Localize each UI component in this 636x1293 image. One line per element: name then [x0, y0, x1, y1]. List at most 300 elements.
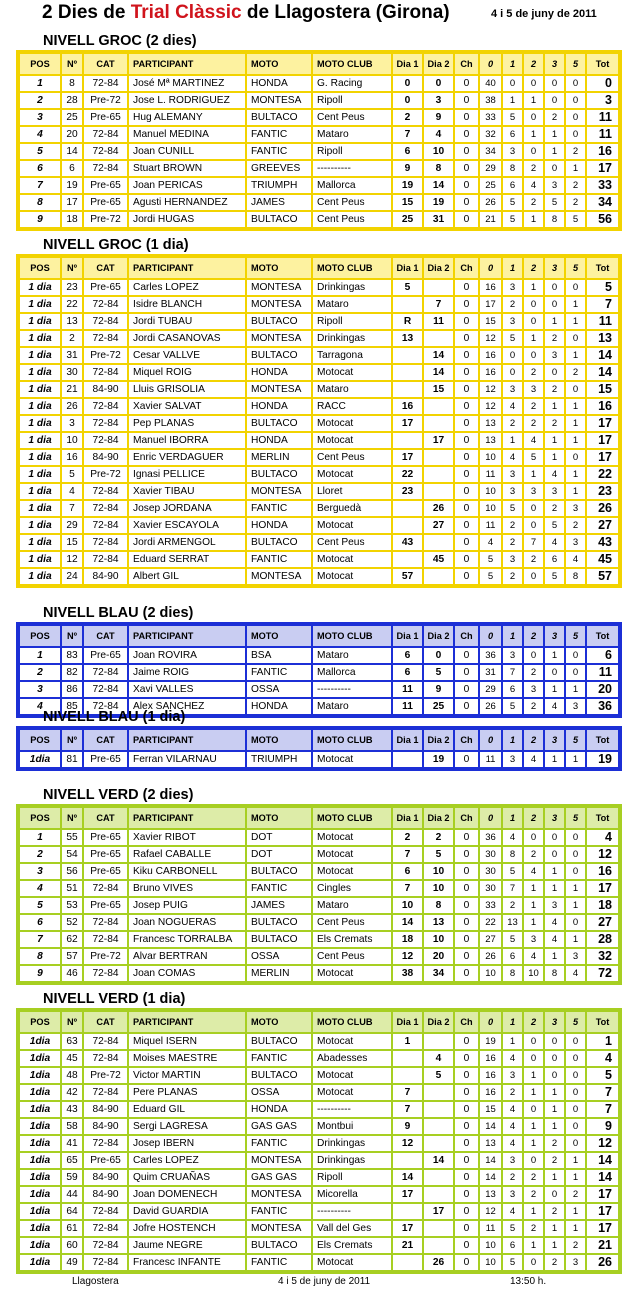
cell-number: 61 — [61, 1220, 83, 1237]
cell-pos: 1dia — [19, 1169, 61, 1186]
cell-score-0: 34 — [479, 143, 502, 160]
cell-moto-club: Motocat — [312, 568, 392, 585]
cell-ch: 0 — [454, 1084, 479, 1101]
cell-moto: DOT — [246, 846, 312, 863]
table-row — [19, 194, 619, 211]
cell-pos: 1dia — [19, 1203, 61, 1220]
cell-ch: 0 — [454, 1186, 479, 1203]
cell-score-2: 2 — [523, 1186, 544, 1203]
cell-category: Pre-65 — [83, 846, 128, 863]
cell-day-1 — [392, 1050, 423, 1067]
cell-moto-club: Mallorca — [312, 177, 392, 194]
section-title: NIVELL GROC (1 dia) — [43, 237, 189, 253]
col-header-score-0: 0 — [479, 257, 502, 279]
cell-category: 72-84 — [83, 551, 128, 568]
cell-score-1: 5 — [502, 194, 523, 211]
cell-day-1: 16 — [392, 398, 423, 415]
cell-day-1: 23 — [392, 483, 423, 500]
results-table — [16, 1008, 622, 1274]
table-row — [19, 1101, 619, 1118]
cell-total: 14 — [586, 1169, 619, 1186]
cell-participant: Ferran VILARNAU — [128, 751, 246, 768]
table-header-row — [19, 807, 619, 829]
cell-day-1: 5 — [392, 279, 423, 296]
cell-score-3: 2 — [544, 330, 565, 347]
cell-day-2 — [423, 466, 454, 483]
cell-moto-club: Ripoll — [312, 1169, 392, 1186]
cell-moto-club: Motocat — [312, 432, 392, 449]
cell-moto: BULTACO — [246, 347, 312, 364]
cell-participant: Albert GIL — [128, 568, 246, 585]
cell-moto-club: Mataro — [312, 381, 392, 398]
cell-number: 42 — [61, 1084, 83, 1101]
cell-moto-club: Els Cremats — [312, 1237, 392, 1254]
cell-moto-club: Mataro — [312, 897, 392, 914]
cell-ch: 0 — [454, 211, 479, 228]
cell-score-5: 0 — [565, 330, 586, 347]
cell-ch: 0 — [454, 432, 479, 449]
cell-score-5: 2 — [565, 1186, 586, 1203]
cell-day-2: 5 — [423, 1067, 454, 1084]
cell-pos: 1dia — [19, 1220, 61, 1237]
cell-day-2: 7 — [423, 296, 454, 313]
cell-score-5: 0 — [565, 1033, 586, 1050]
cell-score-1: 4 — [502, 1203, 523, 1220]
cell-score-5: 2 — [565, 364, 586, 381]
cell-score-3: 2 — [544, 381, 565, 398]
cell-score-2: 0 — [523, 647, 544, 664]
cell-score-0: 5 — [479, 568, 502, 585]
table-row — [19, 1135, 619, 1152]
cell-score-3: 2 — [544, 1254, 565, 1271]
cell-day-2: 17 — [423, 432, 454, 449]
col-header-pos: POS — [19, 807, 61, 829]
cell-score-0: 31 — [479, 664, 502, 681]
cell-moto: FANTIC — [246, 551, 312, 568]
cell-score-0: 29 — [479, 160, 502, 177]
col-header-day-1: Dia 1 — [392, 729, 423, 751]
cell-day-1 — [392, 1203, 423, 1220]
cell-participant: Jaume NEGRE — [128, 1237, 246, 1254]
col-header-moto-club: MOTO CLUB — [312, 625, 392, 647]
cell-day-1: 25 — [392, 211, 423, 228]
cell-score-1: 8 — [502, 160, 523, 177]
cell-score-2: 2 — [523, 551, 544, 568]
cell-pos: 1dia — [19, 1135, 61, 1152]
cell-day-1: 7 — [392, 846, 423, 863]
cell-day-2 — [423, 1135, 454, 1152]
table-row — [19, 279, 619, 296]
cell-number: 65 — [61, 1152, 83, 1169]
cell-category: 72-84 — [83, 126, 128, 143]
cell-score-0: 38 — [479, 92, 502, 109]
footer-date: 4 i 5 de juny de 2011 — [278, 1276, 371, 1287]
cell-score-5: 0 — [565, 92, 586, 109]
cell-total: 26 — [586, 1254, 619, 1271]
cell-moto: BULTACO — [246, 109, 312, 126]
cell-score-2: 1 — [523, 279, 544, 296]
cell-score-5: 0 — [565, 1067, 586, 1084]
cell-score-2: 1 — [523, 1067, 544, 1084]
cell-category: 72-84 — [83, 1033, 128, 1050]
cell-number: 23 — [61, 279, 83, 296]
cell-day-2: 13 — [423, 914, 454, 931]
cell-moto: HONDA — [246, 1101, 312, 1118]
cell-score-0: 13 — [479, 432, 502, 449]
cell-day-1: 15 — [392, 194, 423, 211]
cell-score-3: 4 — [544, 466, 565, 483]
col-header-category: CAT — [83, 257, 128, 279]
cell-score-1: 4 — [502, 449, 523, 466]
cell-ch: 0 — [454, 698, 479, 715]
cell-total: 11 — [586, 109, 619, 126]
section-title: NIVELL VERD (1 dia) — [43, 991, 186, 1007]
cell-score-2: 2 — [523, 1220, 544, 1237]
cell-day-1 — [392, 364, 423, 381]
cell-score-0: 36 — [479, 829, 502, 846]
cell-score-2: 7 — [523, 534, 544, 551]
cell-score-1: 3 — [502, 1067, 523, 1084]
col-header-ch: Ch — [454, 1011, 479, 1033]
cell-day-1: 18 — [392, 931, 423, 948]
table-row — [19, 1067, 619, 1084]
cell-participant: Joan ROVIRA — [128, 647, 246, 664]
cell-ch: 0 — [454, 647, 479, 664]
cell-day-2: 26 — [423, 1254, 454, 1271]
cell-category: 72-84 — [83, 160, 128, 177]
cell-score-3: 1 — [544, 880, 565, 897]
cell-score-2: 10 — [523, 965, 544, 982]
section-title: NIVELL BLAU (2 dies) — [43, 605, 194, 621]
cell-day-1: 0 — [392, 75, 423, 92]
cell-score-5: 1 — [565, 931, 586, 948]
col-header-total: Tot — [586, 807, 619, 829]
cell-score-2: 0 — [523, 1050, 544, 1067]
col-header-score-0: 0 — [479, 625, 502, 647]
cell-pos: 6 — [19, 914, 61, 931]
cell-total: 72 — [586, 965, 619, 982]
cell-score-2: 2 — [523, 194, 544, 211]
cell-ch: 0 — [454, 296, 479, 313]
cell-pos: 8 — [19, 194, 61, 211]
cell-day-1: 7 — [392, 126, 423, 143]
table-row — [19, 296, 619, 313]
cell-category: 72-84 — [83, 1203, 128, 1220]
cell-score-2: 0 — [523, 500, 544, 517]
table-header-row — [19, 625, 619, 647]
cell-category: 72-84 — [83, 681, 128, 698]
cell-category: Pre-65 — [83, 279, 128, 296]
cell-moto: GAS GAS — [246, 1118, 312, 1135]
cell-category: Pre-65 — [83, 1152, 128, 1169]
cell-score-5: 0 — [565, 126, 586, 143]
cell-pos: 1 dia — [19, 296, 61, 313]
cell-ch: 0 — [454, 1067, 479, 1084]
cell-score-1: 1 — [502, 1033, 523, 1050]
cell-participant: Lluis GRISOLIA — [128, 381, 246, 398]
cell-moto-club: Berguedà — [312, 500, 392, 517]
cell-category: 84-90 — [83, 381, 128, 398]
cell-score-0: 11 — [479, 751, 502, 768]
cell-score-0: 12 — [479, 381, 502, 398]
cell-day-1 — [392, 551, 423, 568]
cell-day-2: 2 — [423, 829, 454, 846]
cell-score-1: 13 — [502, 914, 523, 931]
cell-participant: Joan DOMENECH — [128, 1186, 246, 1203]
cell-ch: 0 — [454, 1203, 479, 1220]
table-row — [19, 914, 619, 931]
cell-ch: 0 — [454, 1237, 479, 1254]
cell-score-0: 30 — [479, 880, 502, 897]
cell-ch: 0 — [454, 279, 479, 296]
cell-pos: 2 — [19, 92, 61, 109]
col-header-moto-club: MOTO CLUB — [312, 807, 392, 829]
cell-score-5: 1 — [565, 1220, 586, 1237]
cell-moto-club: Els Cremats — [312, 931, 392, 948]
cell-total: 16 — [586, 398, 619, 415]
cell-participant: Jordi HUGAS — [128, 211, 246, 228]
cell-score-1: 4 — [502, 1135, 523, 1152]
cell-category: Pre-72 — [83, 211, 128, 228]
cell-score-0: 16 — [479, 347, 502, 364]
cell-score-1: 0 — [502, 75, 523, 92]
cell-score-5: 1 — [565, 1203, 586, 1220]
cell-day-2 — [423, 415, 454, 432]
cell-ch: 0 — [454, 449, 479, 466]
cell-moto-club: Drinkingas — [312, 1152, 392, 1169]
cell-category: Pre-72 — [83, 466, 128, 483]
cell-ch: 0 — [454, 965, 479, 982]
cell-score-3: 8 — [544, 211, 565, 228]
cell-day-2: 19 — [423, 751, 454, 768]
cell-number: 14 — [61, 143, 83, 160]
cell-day-2: 27 — [423, 517, 454, 534]
cell-total: 27 — [586, 914, 619, 931]
cell-pos: 1 dia — [19, 432, 61, 449]
cell-category: 72-84 — [83, 931, 128, 948]
col-header-day-2: Dia 2 — [423, 1011, 454, 1033]
cell-day-2 — [423, 1186, 454, 1203]
cell-day-1: 6 — [392, 647, 423, 664]
cell-score-2: 0 — [523, 143, 544, 160]
cell-score-3: 3 — [544, 897, 565, 914]
cell-score-1: 3 — [502, 279, 523, 296]
cell-score-1: 6 — [502, 681, 523, 698]
cell-day-1: 14 — [392, 914, 423, 931]
cell-day-1: R — [392, 313, 423, 330]
table-row — [19, 664, 619, 681]
cell-pos: 1dia — [19, 1118, 61, 1135]
cell-day-1: 12 — [392, 948, 423, 965]
cell-day-1: 2 — [392, 109, 423, 126]
cell-number: 57 — [61, 948, 83, 965]
cell-pos: 1 dia — [19, 500, 61, 517]
cell-score-5: 1 — [565, 897, 586, 914]
cell-score-2: 1 — [523, 1118, 544, 1135]
cell-total: 27 — [586, 517, 619, 534]
cell-moto-club: Ripoll — [312, 143, 392, 160]
cell-ch: 0 — [454, 897, 479, 914]
cell-day-2: 45 — [423, 551, 454, 568]
cell-score-3: 1 — [544, 126, 565, 143]
cell-participant: Xavi VALLES — [128, 681, 246, 698]
cell-total: 36 — [586, 698, 619, 715]
cell-score-2: 3 — [523, 931, 544, 948]
col-header-score-2: 2 — [523, 807, 544, 829]
cell-score-5: 0 — [565, 914, 586, 931]
cell-participant: Agusti HERNANDEZ — [128, 194, 246, 211]
cell-score-0: 11 — [479, 517, 502, 534]
cell-total: 17 — [586, 880, 619, 897]
cell-pos: 1 dia — [19, 449, 61, 466]
cell-score-2: 4 — [523, 948, 544, 965]
cell-score-0: 21 — [479, 211, 502, 228]
cell-moto: FANTIC — [246, 1050, 312, 1067]
cell-score-1: 5 — [502, 863, 523, 880]
cell-score-0: 10 — [479, 965, 502, 982]
cell-pos: 6 — [19, 160, 61, 177]
results-table — [16, 804, 622, 985]
cell-total: 12 — [586, 846, 619, 863]
cell-participant: Sergi LAGRESA — [128, 1118, 246, 1135]
col-header-moto-club: MOTO CLUB — [312, 257, 392, 279]
cell-score-1: 5 — [502, 109, 523, 126]
footer-place: Llagostera — [72, 1276, 119, 1287]
col-header-score-1: 1 — [502, 257, 523, 279]
cell-category: 72-84 — [83, 880, 128, 897]
table-row — [19, 1033, 619, 1050]
cell-score-1: 3 — [502, 751, 523, 768]
cell-day-2: 5 — [423, 846, 454, 863]
cell-score-5: 0 — [565, 381, 586, 398]
cell-moto-club: Motocat — [312, 751, 392, 768]
cell-score-1: 4 — [502, 829, 523, 846]
cell-day-2: 25 — [423, 698, 454, 715]
cell-score-5: 1 — [565, 313, 586, 330]
cell-score-0: 10 — [479, 1237, 502, 1254]
cell-day-1: 7 — [392, 880, 423, 897]
cell-ch: 0 — [454, 914, 479, 931]
cell-moto-club: Motocat — [312, 1033, 392, 1050]
col-header-number: Nº — [61, 625, 83, 647]
cell-score-3: 1 — [544, 647, 565, 664]
cell-total: 17 — [586, 160, 619, 177]
cell-score-5: 0 — [565, 1084, 586, 1101]
section-5 — [16, 786, 622, 985]
table-row — [19, 313, 619, 330]
cell-score-2: 1 — [523, 466, 544, 483]
cell-pos: 9 — [19, 965, 61, 982]
cell-participant: Moises MAESTRE — [128, 1050, 246, 1067]
cell-score-0: 33 — [479, 109, 502, 126]
cell-number: 18 — [61, 211, 83, 228]
cell-score-3: 0 — [544, 75, 565, 92]
cell-score-3: 0 — [544, 364, 565, 381]
cell-score-5: 2 — [565, 517, 586, 534]
cell-pos: 1 dia — [19, 279, 61, 296]
cell-number: 44 — [61, 1186, 83, 1203]
cell-participant: Francesc TORRALBA — [128, 931, 246, 948]
cell-day-1 — [392, 381, 423, 398]
cell-score-2: 0 — [523, 829, 544, 846]
col-header-total: Tot — [586, 1011, 619, 1033]
cell-day-2: 10 — [423, 931, 454, 948]
cell-day-1: 6 — [392, 143, 423, 160]
col-header-score-3: 3 — [544, 1011, 565, 1033]
cell-moto-club: Drinkingas — [312, 279, 392, 296]
cell-score-5: 1 — [565, 1169, 586, 1186]
cell-moto-club: Cent Peus — [312, 948, 392, 965]
cell-day-2: 14 — [423, 177, 454, 194]
cell-score-2: 0 — [523, 568, 544, 585]
cell-participant: Quim CRUAÑAS — [128, 1169, 246, 1186]
cell-moto-club: Mataro — [312, 296, 392, 313]
cell-pos: 9 — [19, 211, 61, 228]
cell-day-1: 17 — [392, 415, 423, 432]
cell-score-0: 12 — [479, 330, 502, 347]
cell-day-1: 1 — [392, 1033, 423, 1050]
col-header-category: CAT — [83, 1011, 128, 1033]
cell-participant: Jordi CASANOVAS — [128, 330, 246, 347]
cell-moto: BSA — [246, 647, 312, 664]
cell-score-2: 4 — [523, 863, 544, 880]
cell-score-1: 3 — [502, 313, 523, 330]
cell-moto: MONTESA — [246, 568, 312, 585]
cell-number: 54 — [61, 846, 83, 863]
cell-score-3: 0 — [544, 829, 565, 846]
cell-ch: 0 — [454, 143, 479, 160]
cell-participant: Xavier TIBAU — [128, 483, 246, 500]
cell-ch: 0 — [454, 1050, 479, 1067]
col-header-score-3: 3 — [544, 53, 565, 75]
cell-number: 8 — [61, 75, 83, 92]
cell-score-5: 4 — [565, 551, 586, 568]
cell-ch: 0 — [454, 551, 479, 568]
cell-score-2: 2 — [523, 398, 544, 415]
cell-score-0: 16 — [479, 279, 502, 296]
cell-moto: MONTESA — [246, 296, 312, 313]
cell-category: 84-90 — [83, 1118, 128, 1135]
table-row — [19, 1152, 619, 1169]
cell-category: 72-84 — [83, 313, 128, 330]
cell-participant: Stuart BROWN — [128, 160, 246, 177]
cell-ch: 0 — [454, 517, 479, 534]
cell-number: 48 — [61, 1067, 83, 1084]
title-part-a: 2 Dies de — [42, 2, 131, 23]
cell-day-1: 0 — [392, 92, 423, 109]
table-row — [19, 143, 619, 160]
cell-participant: Cesar VALLVE — [128, 347, 246, 364]
cell-moto: FANTIC — [246, 880, 312, 897]
cell-day-2: 9 — [423, 681, 454, 698]
col-header-score-1: 1 — [502, 625, 523, 647]
table-header-row — [19, 257, 619, 279]
cell-score-0: 33 — [479, 897, 502, 914]
cell-participant: Victor MARTIN — [128, 1067, 246, 1084]
cell-score-2: 2 — [523, 364, 544, 381]
cell-score-2: 0 — [523, 1101, 544, 1118]
cell-day-1: 22 — [392, 466, 423, 483]
cell-score-5: 1 — [565, 1152, 586, 1169]
cell-day-2 — [423, 1101, 454, 1118]
cell-pos: 1 dia — [19, 466, 61, 483]
cell-total: 17 — [586, 1220, 619, 1237]
table-row — [19, 109, 619, 126]
cell-score-0: 26 — [479, 948, 502, 965]
cell-category: Pre-65 — [83, 751, 128, 768]
col-header-total: Tot — [586, 729, 619, 751]
title-part-c: de Llagostera (Girona) — [241, 2, 450, 23]
